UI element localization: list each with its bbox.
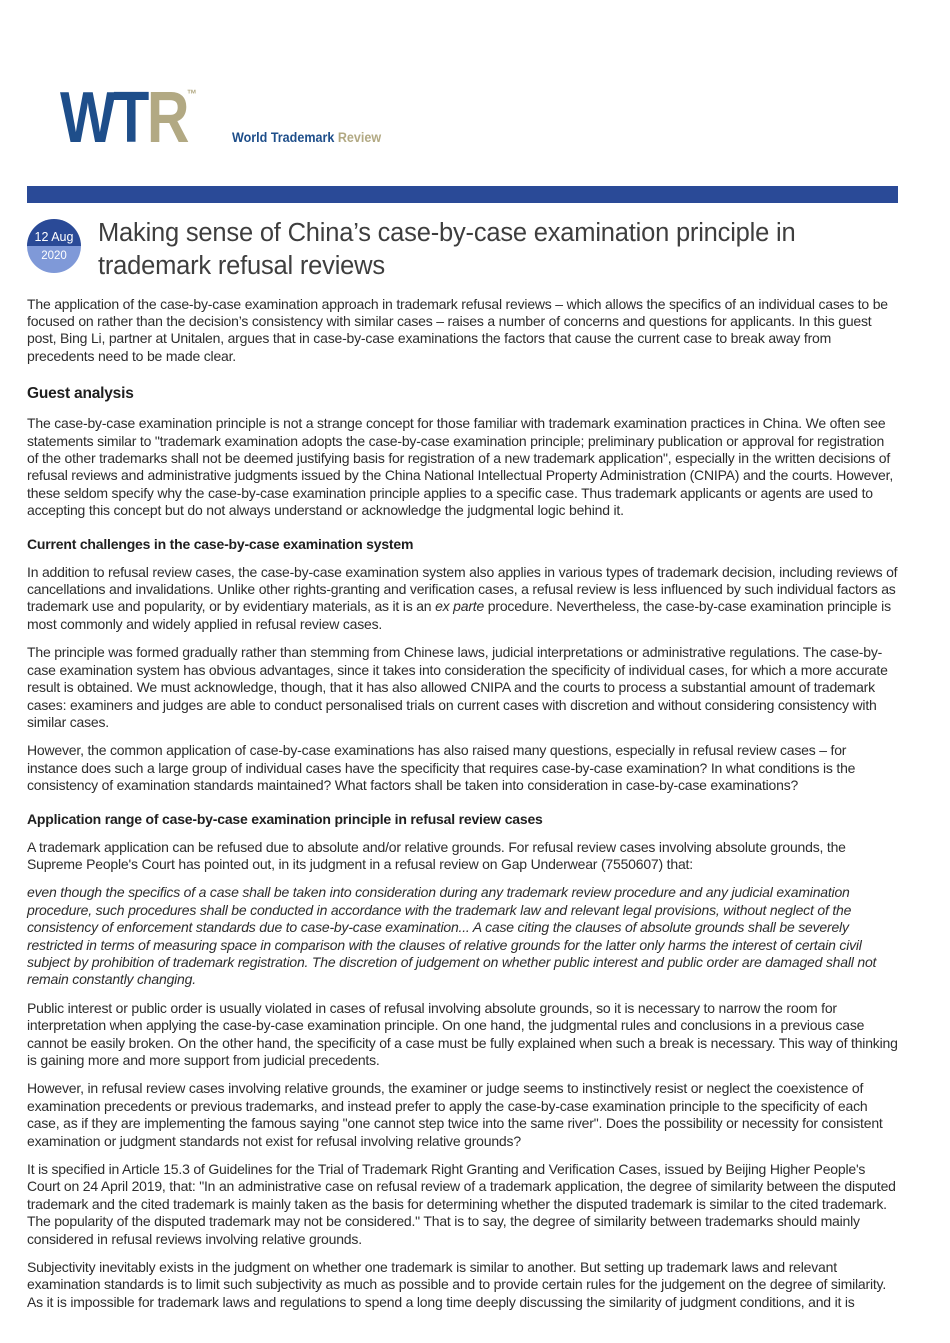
court-judgment-blockquote: even though the specifics of a case shall be taken into consideration during any trademark review procedure and any judicial examination procedure, such procedures shall be conducted in accordance with the trademark law and relevant legal provisions, without neglect of the consistency of enforcement standards due to case-by-case examination... A case citing the clauses of absolute grounds shall be severely restricted in terms of measuring space in comparison with the clauses of relative grounds for the latter only harms the interest of certain civil subject by prohibition of trademark registration. The discretion of judgement on whether public interest and public order are damaged shall not remain constantly changing. xyxy=(27,884,877,988)
date-badge xyxy=(27,219,81,273)
paragraph-application-3: However, in refusal review cases involving relative grounds, the examiner or judge seems to instinctively resist or neglect the coexistence of examination precedents or previous trademarks, and instead prefer to apply the case-by-case examination principle to the specificity of each case, as if they are implementing the famous saying "one cannot step twice into the same river". Does the possibility or necessity for consistent examination or judgment standards not exist for refusal involving relative grounds? xyxy=(27,1080,883,1149)
paragraph-current-3: However, the common application of case-by-case examinations has also raised many questions, especially in refusal review cases – for instance does such a large group of individual cases have the specificity that requires case-by-case examination? In what conditions is the consistency of examination standards maintained? What factors shall be taken into consideration in case-by-case examinations? xyxy=(27,742,856,794)
paragraph-current-1 xyxy=(27,564,898,634)
article-header xyxy=(27,216,898,283)
date-badge-day-month: 12 Aug xyxy=(27,219,81,246)
logo-wt-text: WT xyxy=(60,78,147,158)
heading-guest-analysis: Guest analysis xyxy=(27,385,134,403)
article-body xyxy=(27,296,898,1312)
paragraph-guest-1: The case-by-case examination principle is not a strange concept for those familiar with trademark examination practices in China. We often see statements similar to "trademark examination adopts the case-by-case examination principle; preliminary publication or approval for registration of the other trademarks shall not be deemed justifying basis for registration of a new trademark application", especially in the written decisions of refusal reviews and administrative judgments issued by the China National Intellectual Property Administration (CNIPA) and the courts. However, these seldom specify why the case-by-case examination principle applies to a specific case. Thus trademark applicants or agents are used to accepting this concept but do not always understand or acknowledge the judgmental logic behind it. xyxy=(27,415,894,519)
paragraph-current-1-pre: In addition to refusal review cases, the case-by-case examination system also applies in various types of trademark decision, including reviews of cancellations and invalidations. Unlike other rights-granting and verification cases, a refusal review is less influenced by such individual factors as trademark use and popularity, or by evidentiary materials, as it is an xyxy=(27,563,898,615)
page-title: Making sense of China’s case-by-case examination principle in trademark refusal reviews xyxy=(98,218,796,280)
logo-tagline xyxy=(232,130,381,145)
intro-paragraph: The application of the case-by-case examination approach in trademark refusal reviews – which allows the specifics of an individual cases to be focused on rather than the decision’s consistency with similar cases – raises a number of concerns and questions for applicants. In this guest post, Bing Li, partner at Unitalen, argues that in case-by-case examinations the factors that cause the current case to break away from precedents need to be made clear. xyxy=(27,295,888,364)
subheading-current-challenges: Current challenges in the case-by-case examination system xyxy=(27,535,414,552)
paragraph-application-1: A trademark application can be refused due to absolute and/or relative grounds. For refusal review cases involving absolute grounds, the Supreme People's Court has pointed out, in its judgment in a refusal review on Gap Underwear (7550607) that: xyxy=(27,838,846,872)
subheading-application-range: Application range of case-by-case examination principle in refusal review cases xyxy=(27,810,543,827)
paragraph-current-1-post: procedure. Nevertheless, the case-by-case examination principle is most commonly and widely applied in refusal review cases. xyxy=(27,598,891,632)
logo-r-text: R xyxy=(146,78,188,158)
blue-divider-bar xyxy=(27,186,898,203)
paragraph-application-5: Subjectivity inevitably exists in the judgment on whether one trademark is similar to another. But setting up trademark laws and relevant examination standards is to limit such subjectivity as much as possible and to provide certain rules for the judgement on the degree of similarity. As it is impossible for trademark laws and regulations to spend a long time deeply discussing the similarity of judgment conditions, and it is xyxy=(27,1259,887,1310)
trademark-symbol: ™ xyxy=(187,87,197,101)
tagline-world-trademark: World Trademark xyxy=(232,130,335,145)
wtr-logo xyxy=(0,0,950,158)
ex-parte-italic: ex parte xyxy=(435,598,485,615)
paragraph-application-2: Public interest or public order is usually violated in cases of refusal involving absolute grounds, so it is necessary to narrow the room for interpretation when applying the case-by-case examination principle. On one hand, the judgmental rules and conclusions in a previous case cannot be easily broken. On the other hand, the specificity of a case must be fully explained when such a break is necessary. This way of thinking is gaining more and more support from judicial precedents. xyxy=(27,999,898,1068)
tagline-review: Review xyxy=(338,130,382,145)
paragraph-application-4: It is specified in Article 15.3 of Guidelines for the Trial of Trademark Right Granting and Verification Cases, issued by Beijing Higher People's Court on 24 April 2019, that: "In an administrative case on refusal review of a trademark application, the degree of similarity between the disputed trademark and the cited trademark is mainly taken as the basis for determining whether the disputed trademark is similar to the cited trademark. The popularity of the disputed trademark may not be considered." That is to say, the degree of similarity between trademarks should mainly considered in refusal reviews involving relative grounds. xyxy=(27,1161,896,1247)
wtr-logo-letters xyxy=(60,78,197,158)
date-badge-year: 2020 xyxy=(27,246,81,273)
paragraph-current-2: The principle was formed gradually rather than stemming from Chinese laws, judicial interpretations or administrative regulations. The case-by-case examination system has obvious advantages, since it takes into consideration the specificity of individual cases, for which a more accurate result is obtained. We must acknowledge, though, that it has also allowed CNIPA and the courts to process a substantial amount of trademark cases: examiners and judges are able to conduct personalised trials on current cases with discretion and without considering consistency with similar cases. xyxy=(27,644,888,730)
